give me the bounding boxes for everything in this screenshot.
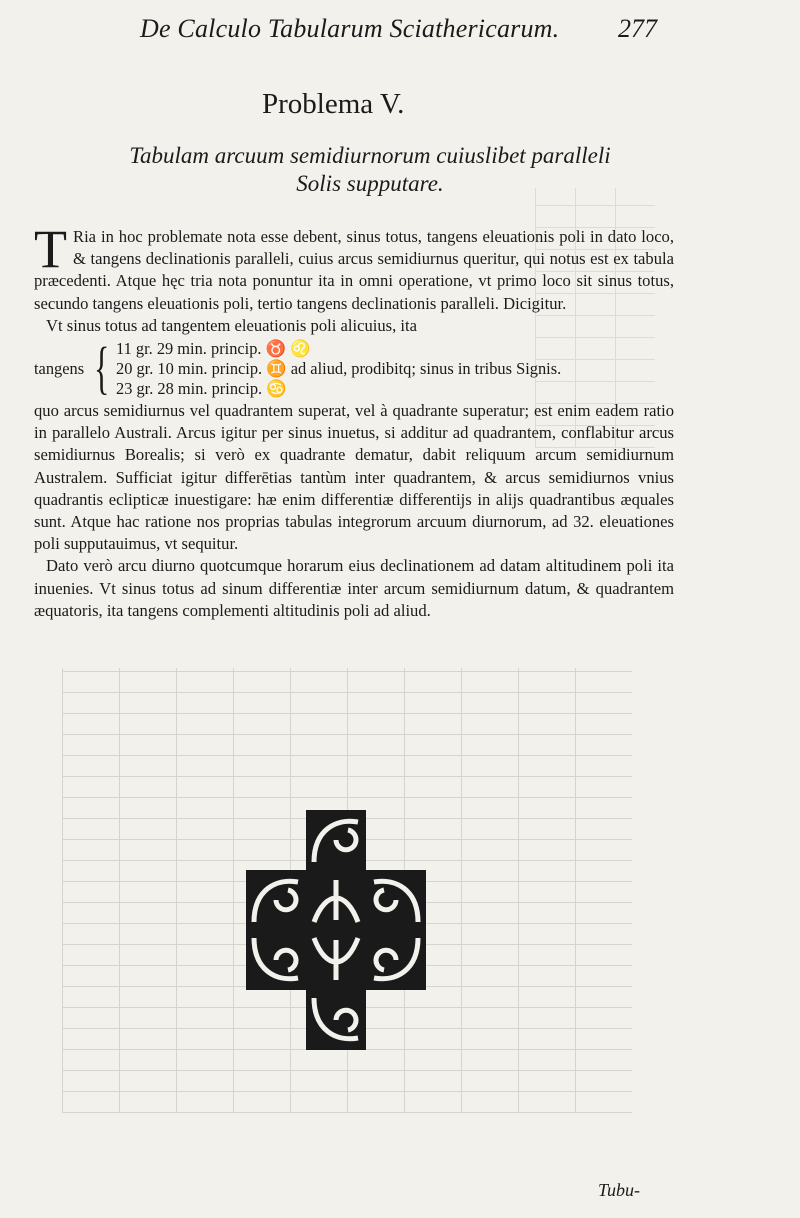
formula-label: tangens xyxy=(34,359,85,379)
paragraph-1-text: Ria in hoc problemate nota esse debent, sinus totus, tangens eleuationis poli in dato loco, & tangens declinationis paralleli, cuius arcus semidiurnus queritur, qui notus est ex tabula præcedenti. Atque hęc tria nota ponuntur ita in omni operatione, vt primo loco sit sinus totus, secundo tangens eleuationis poli, tertio tangens declinationis paralleli. Dicigitur. xyxy=(34,227,674,313)
page-number: 277 xyxy=(618,14,657,43)
formula-brace: { xyxy=(94,335,110,401)
subtitle-line-1: Tabulam arcuum semidiurnorum cuiuslibet paralleli xyxy=(129,143,611,168)
formula-row-2: 20 gr. 10 min. princip. ♊ ad aliud, prodibitq; sinus in tribus Signis. xyxy=(116,359,562,379)
subtitle-line-2: Solis supputare. xyxy=(296,171,444,196)
fleuron-ornament-icon xyxy=(236,810,436,1050)
proportion-formula xyxy=(34,335,674,401)
paragraph-1 xyxy=(34,219,674,315)
formula-row-3: 23 gr. 28 min. princip. ♋ xyxy=(116,379,287,399)
drop-cap: T xyxy=(34,219,67,279)
body-text xyxy=(34,219,674,622)
formula-row-1: 11 gr. 29 min. princip. ♉ ♌ xyxy=(116,339,311,359)
running-head: De Calculo Tabularum Sciathericarum. xyxy=(140,14,560,43)
paragraph-2-rest: quo arcus semidiurnus vel quadrantem superat, vel à quadrante superatur; est enim eadem ratio in parallelo Australi. Arcus igitur per sinus inuetus, si additur ad quadrantem, conflabitur arcus semidiurnus Borealis; si verò ex quadrante dematur, dabit reliquum arcum semidiurnum Australem. Sufficiat igitur differētias tantùm inter quadrantem, & arcus semidiurnos vnius quadrantis eclipticæ inuestigare: hæ enim differentiæ differentijs in alijs quadrantibus æquales sunt. Atque hac ratione nos proprias tabulas integrorum arcuum diurnorum, ad 32. eleuationes poli supputauimus, vt sequitur. xyxy=(34,401,674,554)
problem-title: Problema V. xyxy=(262,88,405,120)
paragraph-3: Dato verò arcu diurno quotcumque horarum eius declinationem ad datam altitudinem poli ita inuenies. Vt sinus totus ad sinum differentiæ inter arcum semidiurnum datum, & quadrantem æquatoris, ita tangens complementi altitudinis poli ad aliud. xyxy=(34,556,674,620)
catchword: Tubu- xyxy=(598,1180,641,1200)
paragraph-2-intro: Vt sinus totus ad tangentem eleuationis poli alicuius, ita xyxy=(46,315,417,335)
problem-subtitle xyxy=(60,142,680,198)
